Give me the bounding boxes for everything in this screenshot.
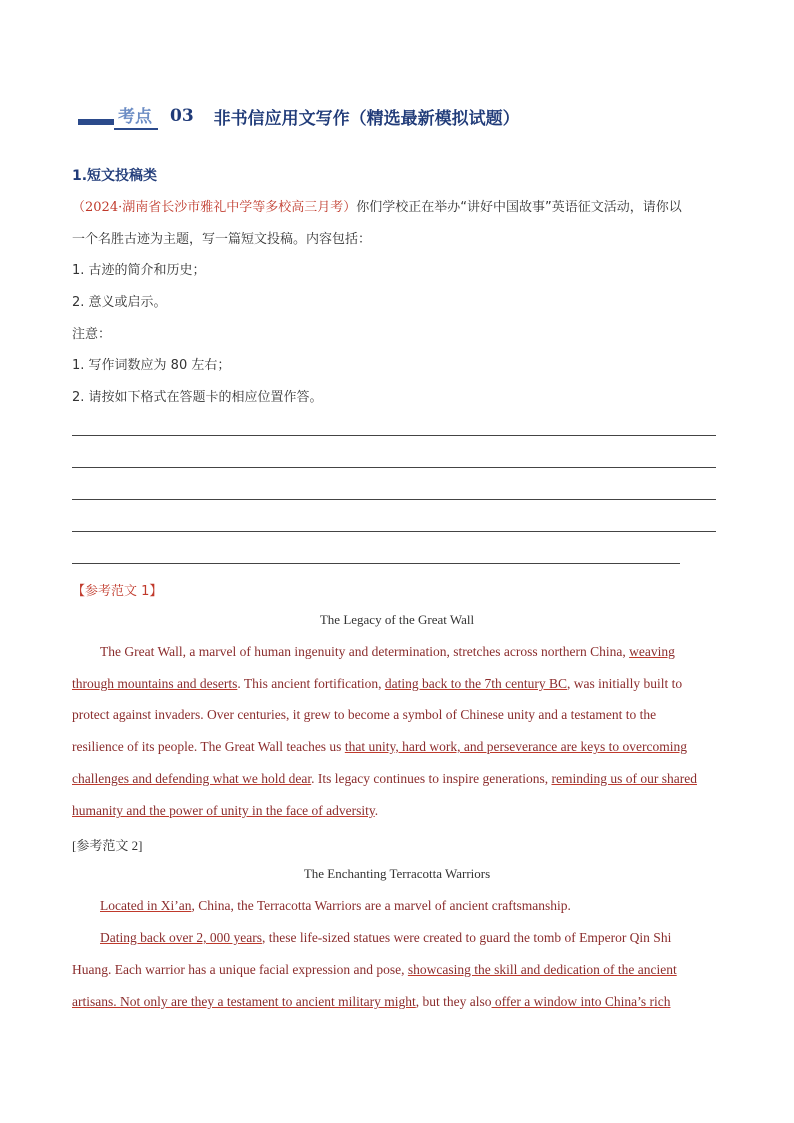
answer-line xyxy=(72,435,716,436)
task-item-2: 2. 意义或启示。 xyxy=(72,295,167,310)
task-line-1 xyxy=(72,199,682,217)
ref1-text: . This ancient fortification, xyxy=(237,676,385,691)
ref1-underlined: dating back to the 7th century BC xyxy=(384,676,568,691)
ref2-line xyxy=(100,930,671,946)
task-note: 注意： xyxy=(72,327,112,342)
ref2-underlined: showcasing the skill and dedication of the ancient xyxy=(407,962,677,977)
reference-label-1: 【参考范文 1】 xyxy=(72,584,163,599)
task-line-2: 一个名胜古迹为主题，写一篇短文投稿。内容包括： xyxy=(72,232,372,247)
ref1-text: . xyxy=(374,803,379,818)
answer-line xyxy=(72,467,716,468)
ref1-line xyxy=(72,676,682,692)
reference-label-2: [参考范文 2] xyxy=(72,838,143,853)
ref1-underlined: humanity and the power of unity in the face of adversity xyxy=(72,803,375,818)
answer-line xyxy=(72,531,716,532)
ref2-text: , these life-sized statues were created to guard the tomb of Emperor Qin Shi xyxy=(261,930,672,945)
ref2-underlined: Located in Xi’an xyxy=(100,898,192,913)
ref1-line xyxy=(72,739,687,755)
ref2-line xyxy=(100,898,571,914)
task-note-1: 1. 写作词数应为 80 左右； xyxy=(72,358,231,373)
ref1-line xyxy=(72,803,378,819)
ref1-line xyxy=(100,644,675,660)
ref1-line xyxy=(72,771,697,787)
ref1-underlined: through mountains and deserts xyxy=(72,676,238,691)
ref1-underlined: weaving xyxy=(629,644,675,659)
ref2-line xyxy=(72,994,671,1010)
ref1-line xyxy=(72,707,656,723)
header-bar-decoration xyxy=(78,119,114,125)
ref1-text: protect against invaders. Over centuries, it grew to become a symbol of Chinese unity and a testament to the xyxy=(72,707,657,722)
ref1-text: , was initially built to xyxy=(567,676,683,691)
header-title: 非书信应用文写作（精选最新模拟试题） xyxy=(213,108,520,129)
header-kaodian: 考点 xyxy=(114,102,158,130)
ref2-underlined: Dating back over 2, 000 years xyxy=(100,930,262,945)
section-title: 1.短文投稿类 xyxy=(72,168,158,184)
ref1-text: The Great Wall, a marvel of human ingenuity and determination, stretches across northern China, xyxy=(100,644,630,659)
ref1-underlined: that unity, hard work, and perseverance are keys to overcoming xyxy=(344,739,687,754)
task-note-2: 2. 请按如下格式在答题卡的相应位置作答。 xyxy=(72,390,323,405)
ref2-text: , but they also xyxy=(415,994,492,1009)
header-number: 03 xyxy=(170,106,194,126)
ref2-underlined: artisans. Not only are they a testament to ancient military might xyxy=(72,994,416,1009)
ref2-text: , China, the Terracotta Warriors are a marvel of ancient craftsmanship. xyxy=(191,898,571,913)
task-item-1: 1. 古迹的简介和历史； xyxy=(72,263,206,278)
ref2-text: Huang. Each warrior has a unique facial expression and pose, xyxy=(72,962,408,977)
section-header xyxy=(78,101,520,131)
answer-line xyxy=(72,499,716,500)
ref1-text: resilience of its people. The Great Wall teaches us xyxy=(72,739,345,754)
task-line1-rest: 你们学校正在举办“讲好中国故事”英语征文活动，请你以 xyxy=(356,200,682,215)
ref2-underlined: offer a window into China’s rich xyxy=(491,994,671,1009)
answer-line xyxy=(72,563,680,564)
reference-title-2: The Enchanting Terracotta Warriors xyxy=(303,866,491,881)
ref2-line xyxy=(72,962,677,978)
task-source: （2024·湖南省长沙市雅礼中学等多校高三月考） xyxy=(72,200,357,215)
ref1-underlined: challenges and defending what we hold dear xyxy=(72,771,312,786)
ref1-text: . Its legacy continues to inspire generations, xyxy=(311,771,552,786)
reference-title-1: The Legacy of the Great Wall xyxy=(319,612,475,627)
ref1-underlined: reminding us of our shared xyxy=(551,771,697,786)
